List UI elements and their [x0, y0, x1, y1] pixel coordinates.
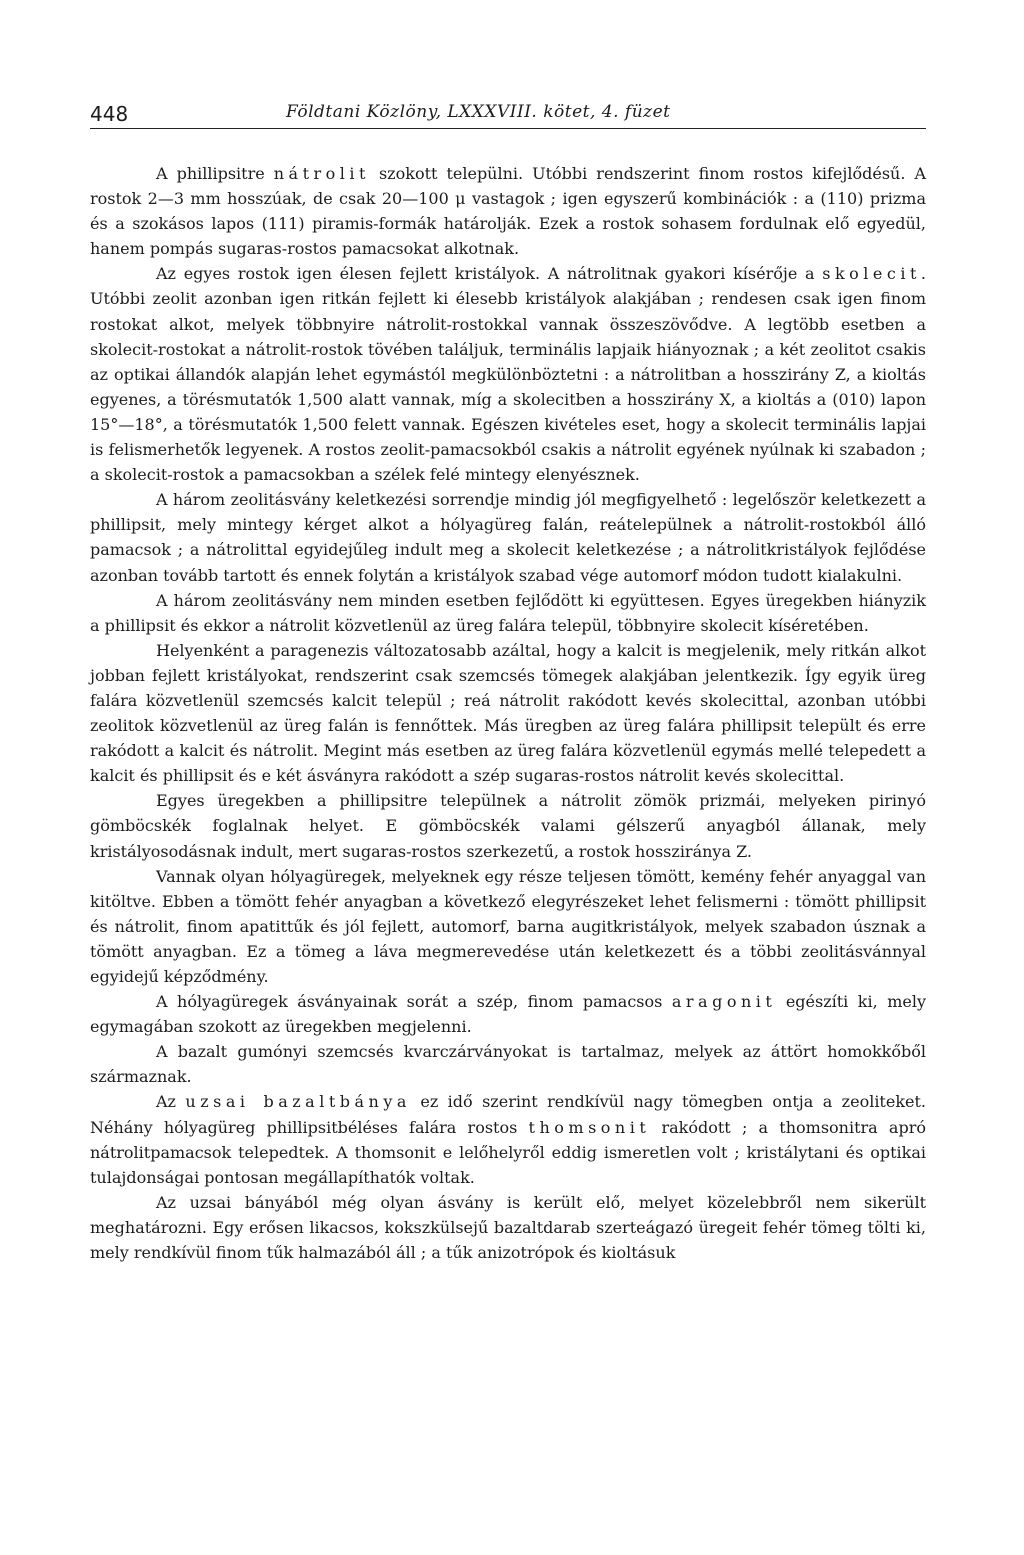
- spaced-mineral-name: nátrolit: [273, 164, 370, 183]
- paragraph-globules: Egyes üregekben a phillipsitre települnek a nátrolit zömök prizmái, melyeken pirinyó gömböcskék foglalnak helyet. E gömböcskék valami gélszerű anyagból állanak, mely kristályosodásnak indult, mert sugaras-rostos szerkezetű, a rostok hossziránya Z.: [90, 791, 926, 861]
- text-run: A hólyagüregek ásványainak sorát a szép, finom pamacsos: [156, 992, 672, 1012]
- running-title: Földtani Közlöny, LXXXVIII. kötet, 4. füzet: [286, 102, 671, 122]
- paragraph-skolecit: [90, 261, 926, 487]
- text-run: ez idő szerint rendkívül nagy tömegben ontja a zeoliteket. Néhány hólyagüreg phillipsitbéléses falára rostos: [90, 1092, 927, 1137]
- text-run: egészíti ki, mely egymagában szokott az üregekben megjelenni.: [90, 992, 926, 1037]
- paragraph-coexistence: A három zeolitásvány nem minden esetben fejlődött ki együttesen. Egyes üregekben hiányzik a phillipsit és ekkor a nátrolit közvetlenül az üreg falára települ, többnyire skolecit kíséretében.: [90, 590, 926, 635]
- paragraph-uzsa-quarry: [90, 1089, 926, 1189]
- spaced-locality-name: uzsai bazaltbánya: [185, 1092, 411, 1112]
- paragraph-quartz-inclusions: A bazalt gumónyi szemcsés kvarczárványokat is tartalmaz, melyek az áttört homokkőből származnak.: [90, 1042, 926, 1087]
- spaced-mineral-name: aragonit: [671, 992, 777, 1012]
- paragraph-sequence: A három zeolitásvány keletkezési sorrendje mindig jól megfigyelhető : legelőször keletkezett a phillipsit, mely mintegy kérget alkot a hólyagüreg falán, reátelepülnek a nátrolit-rostokból álló pamacsok ; a nátrolittal egyidejűleg indult meg a skolecit keletkezése ; a nátrolitkristályok fejlődése azonban tovább tartott és ennek folytán a kristályok szabad vége automorf módon tudott kialakulni.: [90, 490, 926, 585]
- text-run: Az: [156, 1092, 186, 1112]
- journal-page: [90, 98, 926, 1265]
- body-text: [90, 161, 926, 1265]
- page-header: [90, 98, 926, 129]
- paragraph-aragonit: [90, 989, 926, 1039]
- paragraph-unknown-mineral: Az uzsai bányából még olyan ásvány is került elő, melyet közelebbről nem sikerült meghatározni. Egy erősen likacsos, kokszkülsejű bazaltdarab szerteágazó üregeit fehér tömeg tölti ki, mely rendkívül finom tűk halmazából áll ; a tűk anizotrópok és kioltásuk: [90, 1192, 926, 1263]
- text-run: szokott települni. Utóbbi rendszerint finom rostos kifejlődésű. A rostok 2—3 mm hosszúak, de csak 20—100 μ vastagok ; igen egyszerű kombinációk : a (110) prizma és a szokásos lapos (111) piramis-formák határolják. Ezek a rostok sohasem fordulnak elő egyedül, hanem pompás sugaras-rostos pamacsokat alkotnak.: [90, 164, 926, 259]
- text-run: A phillipsitre: [156, 164, 274, 183]
- page-number: 448: [90, 102, 129, 126]
- text-run: . Utóbbi zeolit azonban igen ritkán fejlett ki élesebb kristályok alakjában ; rendesen csak igen finom rostokat alkot, melyek többnyire nátrolit-rostokkal vannak összeszövődve. A legtöbb esetben a skolecit-rostokat a nátrolit-rostok tövében találjuk, terminális lapjaik hiányoznak ; a két zeolitot csakis az optikai állandók alapján lehet egymástól megkülönböztetni : a nátrolitban a hosszirány Z, a kioltás egyenes, a törésmutatók 1,500 alatt vannak, míg a skolecitben a hosszirány X, a kioltás a (010) lapon 15°—18°, a törésmutatók 1,500 felett vannak. Egészen kivételes eset, hogy a skolecit terminális lapjai is felismerhetők legyenek. A rostos zeolit-pamacsokból csakis a nátrolit egyének nyúlnak ki szabadon ; a skolecit-rostok a pamacsokban a szélek felé mintegy elenyésznek.: [90, 264, 926, 485]
- text-run: Az egyes rostok igen élesen fejlett kristályok. A nátrolitnak gyakori kísérője a: [156, 264, 823, 284]
- spaced-mineral-name: skolecit: [822, 264, 921, 284]
- paragraph-paragenesis: Helyenként a paragenezis változatosabb azáltal, hogy a kalcit is megjelenik, mely ritkán alkot jobban fejlett kristályokat, rendszerint csak szemcsés tömegek alakjában jelentkezik. Így egyik üreg falára közvetlenül szemcsés kalcit települ ; reá nátrolit rakódott kevés skolecittal, azonban utóbbi zeolitok közvetlenül az üreg falán is fennőttek. Más üregben az üreg falára phillipsit települt és erre rakódott a kalcit és nátrolit. Megint más esetben az üreg falára közvetlenül egymás mellé telepedett a kalcit és phillipsit és e két ásványra rakódott a szép sugaras-rostos nátrolit kevés skolecittal.: [90, 640, 926, 786]
- paragraph-filled-cavities: Vannak olyan hólyagüregek, melyeknek egy része teljesen tömött, kemény fehér anyaggal van kitöltve. Ebben a tömött fehér anyagban a következő elegyrészeket lehet felismerni : tömött phillipsit és nátrolit, finom apatittűk és jól fejlett, automorf, barna augitkristályok, melyek szabadon úsznak a tömött anyagban. Ez a tömeg a láva megmerevedése után keletkezett és a többi zeolitásvánnyal egyidejű képződmény.: [90, 866, 926, 986]
- spaced-mineral-name: thomsonit: [528, 1117, 651, 1137]
- text-run: rakódott ; a thomsonitra apró nátrolitpamacsok telepedtek. A thomsonit e lelőhelyről eddig ismeretlen volt ; kristálytani és optikai tulajdonságai pontosan megállapíthatók voltak.: [90, 1117, 926, 1187]
- paragraph-natrolit: [90, 161, 926, 261]
